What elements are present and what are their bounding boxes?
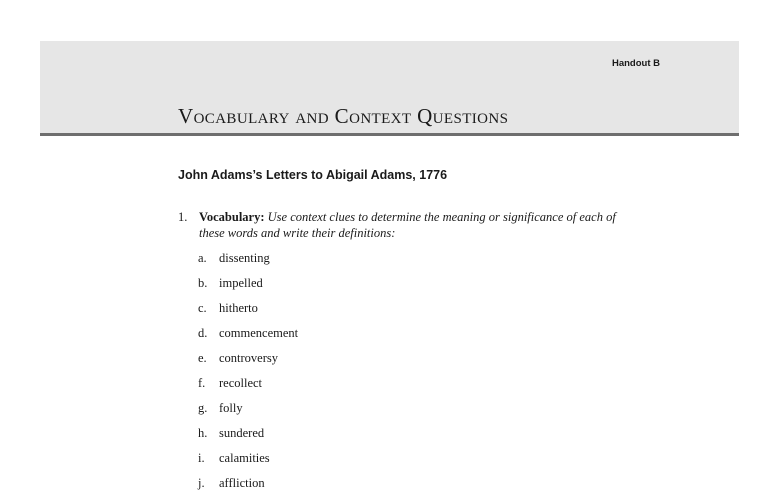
item-word: recollect: [219, 376, 263, 390]
vocabulary-list: [198, 250, 298, 500]
question-number: 1.: [178, 210, 188, 224]
question-label: Vocabulary:: [199, 210, 265, 224]
vocabulary-item: [198, 425, 298, 450]
page-title: Vocabulary and Context Questions: [178, 104, 509, 128]
vocabulary-item: [198, 350, 298, 375]
item-word: dissenting: [219, 251, 270, 265]
item-word: controversy: [219, 351, 279, 365]
document-subtitle: John Adams’s Letters to Abigail Adams, 1776: [178, 168, 448, 182]
item-letter: h.: [198, 426, 208, 440]
question-text: [199, 209, 628, 241]
vocabulary-item: [198, 300, 298, 325]
vocabulary-item: [198, 325, 298, 350]
item-letter: a.: [198, 251, 207, 265]
item-word: hitherto: [219, 301, 258, 315]
item-word: sundered: [219, 426, 265, 440]
item-letter: i.: [198, 451, 205, 465]
item-letter: j.: [198, 476, 205, 490]
item-word: folly: [219, 401, 243, 415]
vocabulary-item: [198, 375, 298, 400]
item-word: impelled: [219, 276, 263, 290]
item-letter: e.: [198, 351, 207, 365]
item-word: calamities: [219, 451, 270, 465]
vocabulary-item: [198, 250, 298, 275]
question-instruction: Use context clues to determine the meaning or significance of each of these words and write their definitions:: [199, 210, 616, 240]
item-letter: g.: [198, 401, 208, 415]
vocabulary-item: [198, 400, 298, 425]
item-word: affliction: [219, 476, 265, 490]
item-letter: b.: [198, 276, 208, 290]
vocabulary-item: [198, 450, 298, 475]
item-letter: c.: [198, 301, 207, 315]
item-letter: d.: [198, 326, 208, 340]
question-1: [178, 209, 628, 241]
header-rule: [40, 133, 739, 136]
vocabulary-item: [198, 475, 298, 500]
vocabulary-item: [198, 275, 298, 300]
item-letter: f.: [198, 376, 206, 390]
item-word: commencement: [219, 326, 299, 340]
handout-label: Handout B: [611, 58, 660, 69]
